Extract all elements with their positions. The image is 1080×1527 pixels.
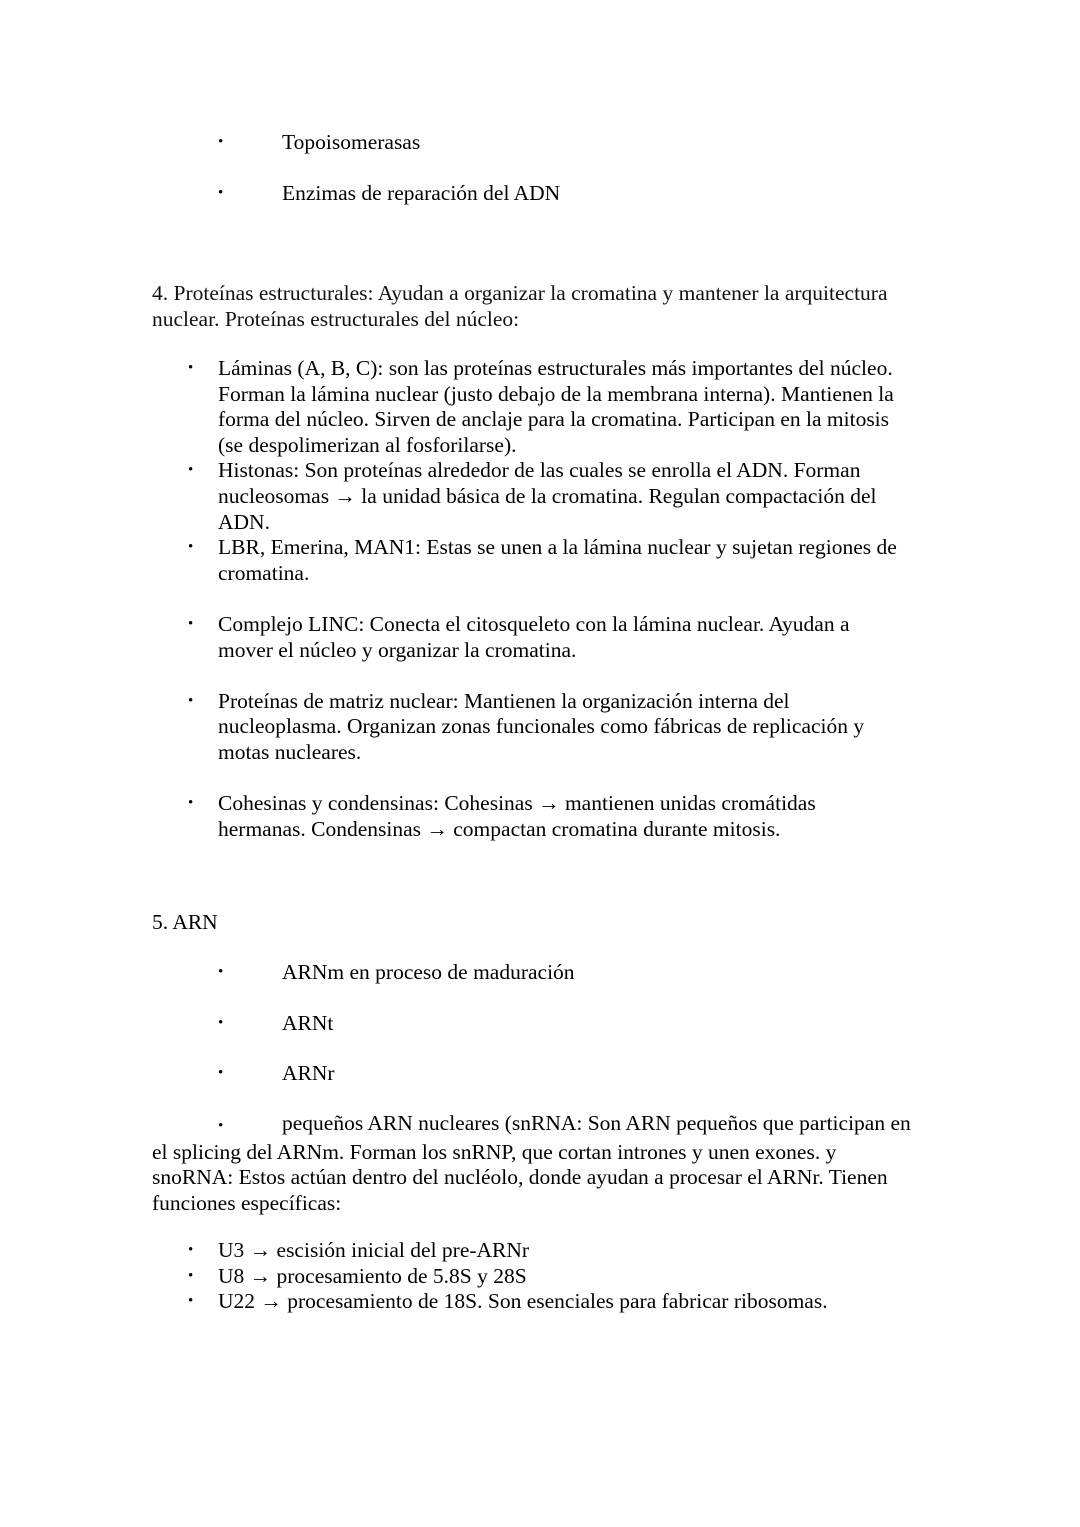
bullet-icon: • [188,1242,194,1258]
bullet-icon: • [218,1065,224,1081]
list-item [152,1061,912,1087]
bullet-icon: • [188,1293,194,1310]
list-item-label: ARNr [282,1061,335,1085]
list-item-label: Láminas (A, B, C): son las proteínas estructurales más importantes del núcleo. Forman la lámina nuclear (justo debajo de la membrana interna). Mantienen la forma del núcleo. Sirven de anclaje para la cromatina. Participan en la mitosis (se despolimerizan al fosforilarse). [218,356,894,457]
list-item-label: LBR, Emerina, MAN1: Estas se unen a la lámina nuclear y sujetan regiones de cromatina. [218,535,897,585]
bullet-icon: • [188,615,194,632]
snrna-paragraph-text: pequeños ARN nucleares (snRNA: Son ARN pequeños que participan en el splicing del ARNm. Forman los snRNP, que cortan intrones y unen exones. y snoRNA: Estos actúan dentro del nucléolo, donde ayudan a procesar el ARNr. Tienen funciones específicas: [152,1111,911,1215]
list-item [152,181,912,207]
bullet-icon: • [188,1267,194,1284]
list-item [152,356,908,458]
section-4-bullet-list [152,356,908,842]
section-5-heading: 5. ARN [152,910,218,934]
list-item [152,689,908,766]
list-item-label: Cohesinas y condensinas: Cohesinas → mantienen unidas cromátidas hermanas. Condensinas → compactan cromatina durante mitosis. [218,791,816,841]
list-item-label: Histonas: Son proteínas alrededor de las cuales se enrolla el ADN. Forman nucleosomas → la unidad básica de la cromatina. Regulan compactación del ADN. [218,458,877,534]
list-item-label: ARNm en proceso de maduración [282,960,575,984]
bullet-icon: • [188,692,194,709]
snrna-paragraph [152,1111,918,1216]
list-item-label: U3 → escisión inicial del pre-ARNr [218,1238,530,1262]
bullet-icon: • [218,1118,224,1134]
u-snorna-bullet-list [152,1238,908,1315]
list-item-label: U22 → procesamiento de 18S. Son esenciales para fabricar ribosomas. [218,1289,828,1314]
list-item [152,458,908,535]
section-4-intro: 4. Proteínas estructurales: Ayudan a organizar la cromatina y mantener la arquitectura nuclear. Proteínas estructurales del núcleo: [152,281,888,331]
list-item-label: Enzimas de reparación del ADN [282,181,561,205]
bullet-icon: • [188,462,194,479]
bullet-icon: • [188,360,194,376]
bullet-icon: • [218,185,224,201]
bullet-icon: • [218,134,224,150]
list-item [152,1264,908,1290]
list-item-label: U8 → procesamiento de 5.8S y 28S [218,1263,527,1288]
list-item [152,612,908,663]
list-item [152,791,908,842]
list-item [152,1289,908,1315]
bullet-icon: • [188,795,194,812]
list-item [152,1238,908,1264]
bullet-icon: • [188,539,194,556]
bullet-icon: • [218,964,224,980]
list-item-label: ARNt [282,1011,334,1035]
list-item [152,1011,912,1037]
list-item [152,130,912,156]
list-item [152,960,912,986]
list-item-label: Proteínas de matriz nuclear: Mantienen la organización interna del nucleoplasma. Organizan zonas funcionales como fábricas de replicación y motas nucleares. [218,688,865,764]
bullet-icon: • [218,1015,224,1031]
list-item-label: Complejo LINC: Conecta el citosqueleto con la lámina nuclear. Ayudan a mover el núcleo y organizar la cromatina. [218,611,850,662]
list-item-label: Topoisomerasas [282,130,421,154]
list-item [152,535,908,586]
